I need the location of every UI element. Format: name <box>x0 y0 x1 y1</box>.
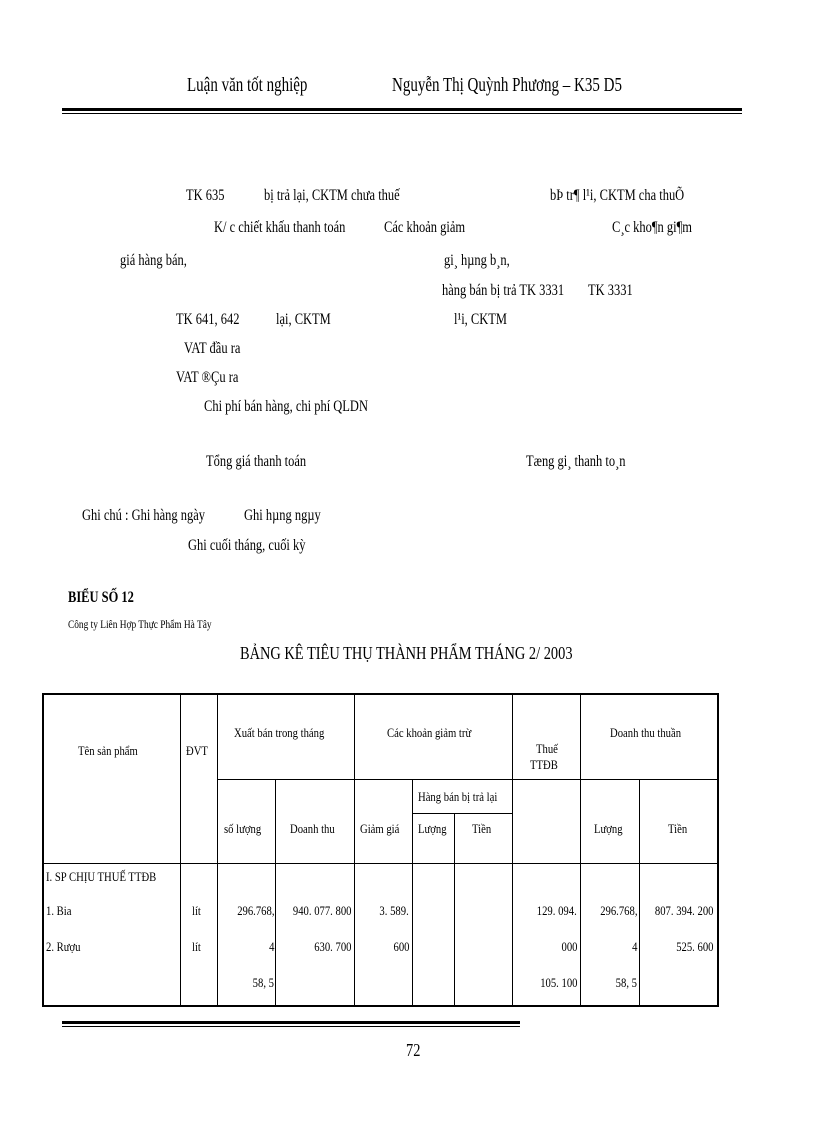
row-wine-net-amount: 525. 600 <box>675 939 713 954</box>
row-wine-discount: 600 <box>393 939 409 954</box>
row-wine-unit: lít <box>192 939 201 954</box>
diagram-total-payment: Tổng giá thanh toán <box>206 453 307 470</box>
page-number: 72 <box>406 1040 421 1060</box>
row-extra-qty: 58, 5 <box>252 975 274 990</box>
diagram-returns-label: bị trả lại, CKTM chưa thuế <box>264 187 400 204</box>
header-tax-line2: TTĐB <box>530 757 558 772</box>
row-wine-qty: 4 <box>268 939 274 954</box>
row-extra-tax: 105. 100 <box>539 975 577 990</box>
diagram-vat-output-garbled: VAT ®Çu ra <box>176 369 239 386</box>
diagram-discount-transfer: K/ c chiết khấu thanh toán <box>214 219 346 236</box>
diagram-tk635: TK 635 <box>186 187 225 204</box>
row-beer-name: 1. Bia <box>46 903 72 918</box>
diagram-deductions-garbled: C¸c kho¶n gi¶m <box>612 219 692 236</box>
diagram-returns-cktm-garbled: l¹i, CKTM <box>454 311 507 328</box>
diagram-returns-label-garbled: bÞ tr¶ l¹i, CKTM cha thuÕ <box>550 187 685 204</box>
header-revenue: Doanh thu <box>290 821 335 836</box>
header-rule-thin <box>62 113 742 114</box>
row-beer-net-qty: 296.768, <box>599 903 637 918</box>
diagram-returns-cktm: lại, CKTM <box>276 311 331 328</box>
diagram-returned-tk3331: hàng bán bị trả TK 3331 <box>442 282 565 299</box>
header-left-title: Luận văn tốt nghiệp <box>187 74 308 96</box>
header-returns-amount: Tiền <box>472 821 492 836</box>
row-wine-revenue: 630. 700 <box>313 939 351 954</box>
diagram-sale-price: giá hàng bán, <box>120 252 187 269</box>
header-rule-thick <box>62 108 742 111</box>
diagram-selling-admin-costs: Chi phí bán hàng, chi phí QLDN <box>204 398 368 415</box>
footer-rule-thin <box>62 1026 520 1027</box>
section-label: BIỂU SỐ 12 <box>68 589 134 606</box>
header-returns-qty: Lượng <box>418 821 447 836</box>
row-beer-revenue: 940. 077. 800 <box>292 903 351 918</box>
header-right-title: Nguyễn Thị Quỳnh Phương – K35 D5 <box>392 74 622 96</box>
header-net-qty: Lượng <box>594 821 623 836</box>
header-returns-group: Hàng bán bị trả lại <box>418 789 498 804</box>
diagram-tk3331: TK 3331 <box>588 282 633 299</box>
row-beer-unit: lít <box>192 903 201 918</box>
header-net-amount: Tiền <box>668 821 688 836</box>
header-sales-group: Xuất bán trong tháng <box>234 725 325 740</box>
row-wine-tax: 000 <box>561 939 577 954</box>
diagram-total-payment-garbled: Tæng gi¸ thanh to¸n <box>526 453 626 470</box>
diagram-vat-output: VAT đầu ra <box>184 340 241 357</box>
row-wine-net-qty: 4 <box>631 939 637 954</box>
header-product: Tên sản phẩm <box>78 743 138 758</box>
sales-table <box>42 693 719 1007</box>
row-extra-net-qty: 58, 5 <box>615 975 637 990</box>
header-discount: Giảm giá <box>360 821 400 836</box>
footer-rule-thick <box>62 1021 520 1024</box>
diagram-sale-price-garbled: gi¸ hµng b¸n, <box>444 252 510 269</box>
company-name: Công ty Liên Hợp Thực Phẩm Hà Tây <box>68 617 212 631</box>
header-unit: ĐVT <box>186 743 208 758</box>
row-beer-discount: 3. 589. <box>379 903 409 918</box>
row-beer-net-amount: 807. 394. 200 <box>654 903 713 918</box>
header-net-group: Doanh thu thuần <box>610 725 682 740</box>
row-beer-qty: 296.768, <box>236 903 274 918</box>
diagram-tk641-642: TK 641, 642 <box>176 311 240 328</box>
legend-daily-garbled: Ghi hµng ngµy <box>244 507 321 524</box>
legend-daily: Ghi chú : Ghi hàng ngày <box>82 507 206 524</box>
table-title: BẢNG KÊ TIÊU THỤ THÀNH PHẨM THÁNG 2/ 2003 <box>240 643 573 663</box>
row-beer-tax: 129. 094. <box>537 903 577 918</box>
row-group-label: I. SP CHỊU THUẾ TTĐB <box>46 869 157 884</box>
row-wine-name: 2. Rượu <box>46 939 81 954</box>
header-tax-line1: Thuế <box>536 741 558 756</box>
header-quantity: số lượng <box>224 821 262 836</box>
header-deductions-group: Các khoản giảm trừ <box>387 725 472 740</box>
legend-month-end: Ghi cuối tháng, cuối kỳ <box>188 537 306 554</box>
diagram-deductions: Các khoản giảm <box>384 219 466 236</box>
